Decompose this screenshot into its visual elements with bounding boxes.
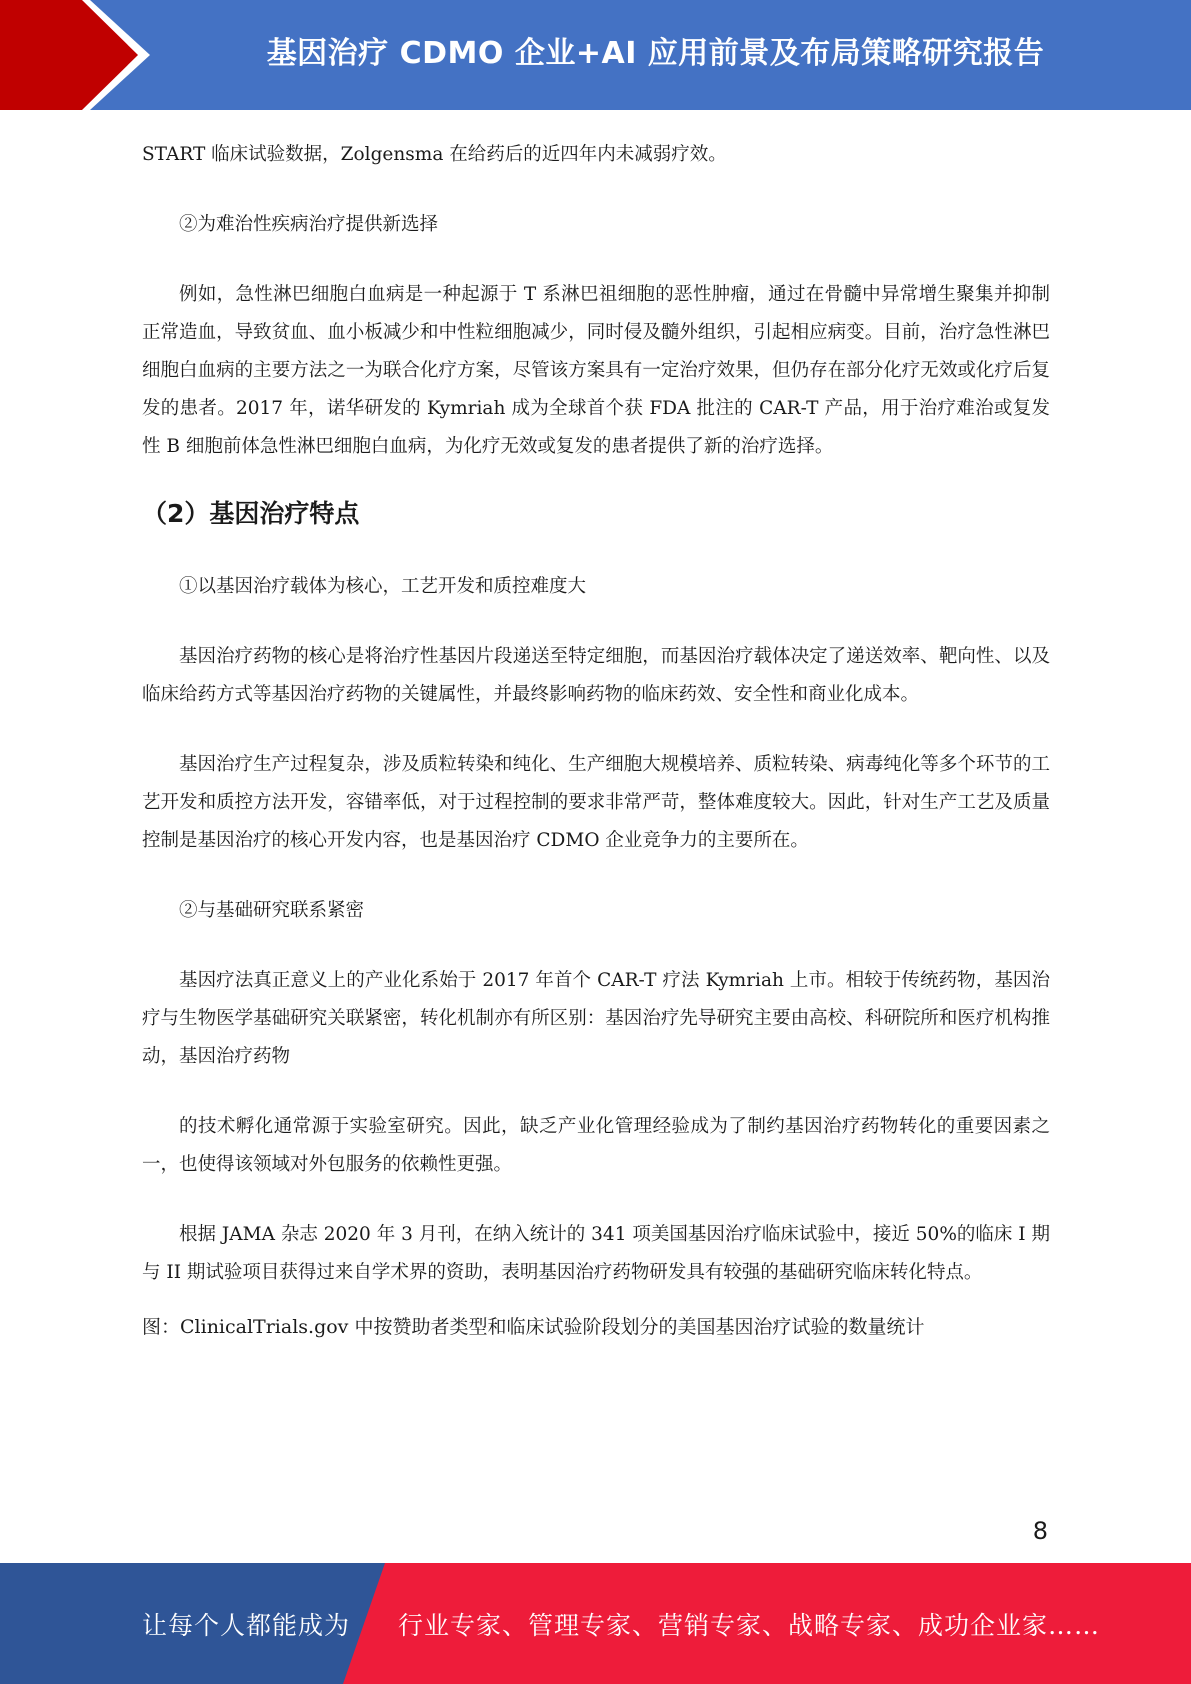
page-footer <box>0 1563 1191 1684</box>
footer-slogan-right: 行业专家、管理专家、营销专家、战略专家、成功企业家…… <box>398 1610 1101 1640</box>
point-vector-core-heading: ①以基因治疗载体为核心，工艺开发和质控难度大 <box>179 576 587 597</box>
paragraph-tech-incubation: 的技术孵化通常源于实验室研究。因此，缺乏产业化管理经验成为了制约基因治疗药物转化的重要因素之一，也使得该领域对外包服务的依赖性更强。 <box>142 1116 1050 1175</box>
paragraph-industrialization: 基因疗法真正意义上的产业化系始于 2017 年首个 CAR-T 疗法 Kymriah 上市。相较于传统药物，基因治疗与生物医学基础研究关联紧密，转化机制亦有所区别：基因治疗先导研究主要由高校、科研院所和医疗机构推动，基因治疗药物 <box>142 970 1050 1067</box>
paragraph-leukemia: 例如，急性淋巴细胞白血病是一种起源于 T 系淋巴祖细胞的恶性肿瘤，通过在骨髓中异常增生聚集并抑制正常造血，导致贫血、血小板减少和中性粒细胞减少，同时侵及髓外组织，引起相应病变。目前，治疗急性淋巴细胞白血病的主要方法之一为联合化疗方案，尽管该方案具有一定治疗效果，但仍存在部分化疗无效或化疗后复发的患者。2017 年，诺华研发的 Kymriah 成为全球首个获 FDA 批注的 CAR-T 产品，用于治疗难治或复发性 B 细胞前体急性淋巴细胞白血病，为化疗无效或复发的患者提供了新的治疗选择。 <box>142 284 1050 457</box>
paragraph-start-trial: START 临床试验数据，Zolgensma 在给药后的近四年内未减弱疗效。 <box>142 144 727 165</box>
paragraph-production-process: 基因治疗生产过程复杂，涉及质粒转染和纯化、生产细胞大规模培养、质粒转染、病毒纯化等多个环节的工艺开发和质控方法开发，容错率低，对于过程控制的要求非常严苛，整体难度较大。因此，针对生产工艺及质量控制是基因治疗的核心开发内容，也是基因治疗 CDMO 企业竞争力的主要所在。 <box>142 754 1050 851</box>
page-header <box>0 0 1191 110</box>
header-red-chevron <box>0 0 150 110</box>
document-body <box>142 136 1050 1346</box>
point-new-option-heading: ②为难治性疾病治疗提供新选择 <box>179 214 439 235</box>
point-basic-research-heading: ②与基础研究联系紧密 <box>179 900 365 921</box>
page-number: 8 <box>1032 1517 1048 1545</box>
footer-slogan-left: 让每个人都能成为 <box>142 1610 351 1640</box>
figure-caption: 图：ClinicalTrials.gov 中按赞助者类型和临床试验阶段划分的美国基因治疗试验的数量统计 <box>142 1316 925 1338</box>
report-title: 基因治疗 CDMO 企业+AI 应用前景及布局策略研究报告 <box>266 36 1045 71</box>
paragraph-jama: 根据 JAMA 杂志 2020 年 3 月刊，在纳入统计的 341 项美国基因治疗临床试验中，接近 50%的临床 I 期与 II 期试验项目获得过来自学术界的资助，表明基因治疗药物研发具有较强的基础研究临床转化特点。 <box>142 1224 1050 1283</box>
paragraph-vector-core: 基因治疗药物的核心是将治疗性基因片段递送至特定细胞，而基因治疗载体决定了递送效率、靶向性、以及临床给药方式等基因治疗药物的关键属性，并最终影响药物的临床药效、安全性和商业化成本。 <box>142 646 1050 705</box>
section-heading-features: （2）基因治疗特点 <box>142 499 360 528</box>
